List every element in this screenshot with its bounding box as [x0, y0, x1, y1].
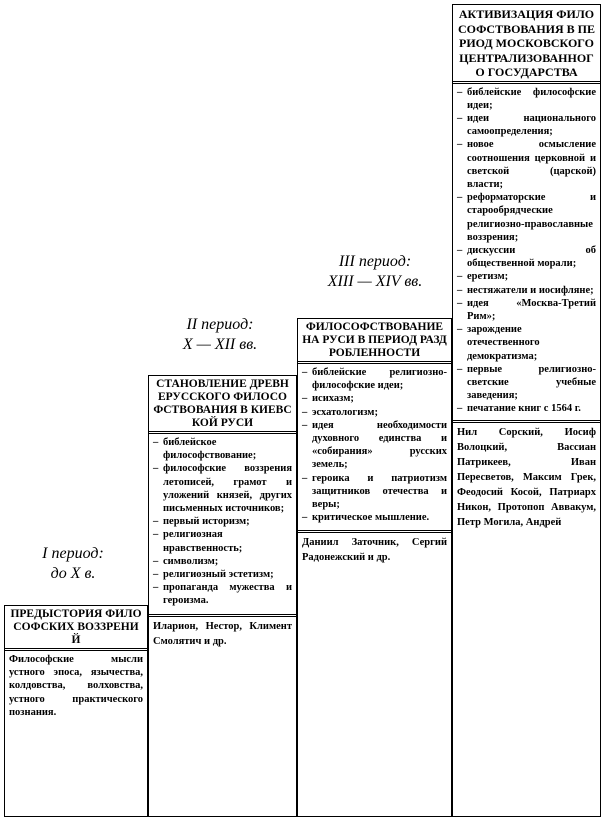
period-3-label: III период: XIII — XIV вв.	[327, 253, 423, 290]
period-2-label: II период: X — XII вв.	[182, 316, 258, 353]
period-2-list	[149, 434, 296, 608]
list-item: – символизм;	[153, 555, 292, 568]
list-item: – философские воззрения летописей, грамот и уложений князей, других письменных источников;	[153, 462, 292, 515]
period-4-title: АКТИВИЗАЦИЯ ФИЛОСОФСТВОВАНИЯ В ПЕРИОД МОСКОВСКОГО ЦЕНТРАЛИЗОВАННОГО ГОСУДАРСТВА	[453, 5, 600, 84]
list-item: – библейские философские идеи;	[457, 86, 596, 112]
list-item: – идея необходимости духовного единства и «собирания» русских земель;	[302, 419, 447, 472]
period-1-title: ПРЕДЫСТОРИЯ ФИЛОСОФСКИХ ВОЗЗРЕНИЙ	[5, 606, 147, 651]
period-3-names: Даниил Заточник, Сергий Радонежский и др.	[298, 530, 451, 565]
list-item: – печатание книг с 1564 г.	[457, 402, 596, 415]
list-item: – библейское философствование;	[153, 436, 292, 462]
list-item: – реформаторские и старообрядческие религиозно-православные воззрения;	[457, 191, 596, 244]
period-4-box	[452, 4, 601, 817]
list-item: – нестяжатели и иосифляне;	[457, 284, 596, 297]
period-2-title: СТАНОВЛЕНИЕ ДРЕВНЕРУССКОГО ФИЛОСОФСТВОВАНИЯ В КИЕВСКОЙ РУСИ	[149, 376, 296, 434]
list-item: – пропаганда мужества и героизма.	[153, 581, 292, 607]
period-3-box	[297, 318, 452, 817]
list-item: – идея «Москва-Третий Рим»;	[457, 297, 596, 323]
period-4-names: Нил Сорский, Иосиф Волоцкий, Вассиан Патрикеев, Иван Пересветов, Максим Грек, Феодосий Косой, Патриарх Никон, Протопоп Аввакум, Петр Могила, Андрей	[453, 420, 600, 530]
list-item: – идеи национального самоопределения;	[457, 112, 596, 138]
list-item: – религиозная нравственность;	[153, 528, 292, 554]
period-4-list	[453, 84, 600, 416]
period-1-box	[4, 605, 148, 817]
list-item: – исихазм;	[302, 392, 447, 405]
list-item: – еретизм;	[457, 270, 596, 283]
list-item: – библейские религиозно-философские идеи;	[302, 366, 447, 392]
list-item: – критическое мышление.	[302, 511, 447, 524]
list-item: – первый историзм;	[153, 515, 292, 528]
period-2-names: Иларион, Нестор, Климент Смолятич и др.	[149, 614, 296, 649]
list-item: – новое осмысление соотношения церковной и светской (царской) власти;	[457, 138, 596, 191]
list-item: – героика и патриотизм защитников отечества и веры;	[302, 472, 447, 512]
period-2-box	[148, 375, 297, 817]
period-3-title: ФИЛОСОФСТВОВАНИЕ НА РУСИ В ПЕРИОД РАЗДРОБЛЕННОСТИ	[298, 319, 451, 364]
list-item: – дискуссии об общественной морали;	[457, 244, 596, 270]
list-item: – эсхатологизм;	[302, 406, 447, 419]
period-1-description: Философские мысли устного эпоса, язычества, колдовства, волховства, устного практического познания.	[9, 654, 143, 718]
list-item: – зарождение отечественного демократизма;	[457, 323, 596, 363]
list-item: – первые религиозно-светские учебные заведения;	[457, 363, 596, 403]
period-3-list	[298, 364, 451, 524]
list-item: – религиозный эстетизм;	[153, 568, 292, 581]
period-1-description-block	[5, 651, 147, 719]
period-1-label: I период: до X в.	[42, 545, 104, 582]
